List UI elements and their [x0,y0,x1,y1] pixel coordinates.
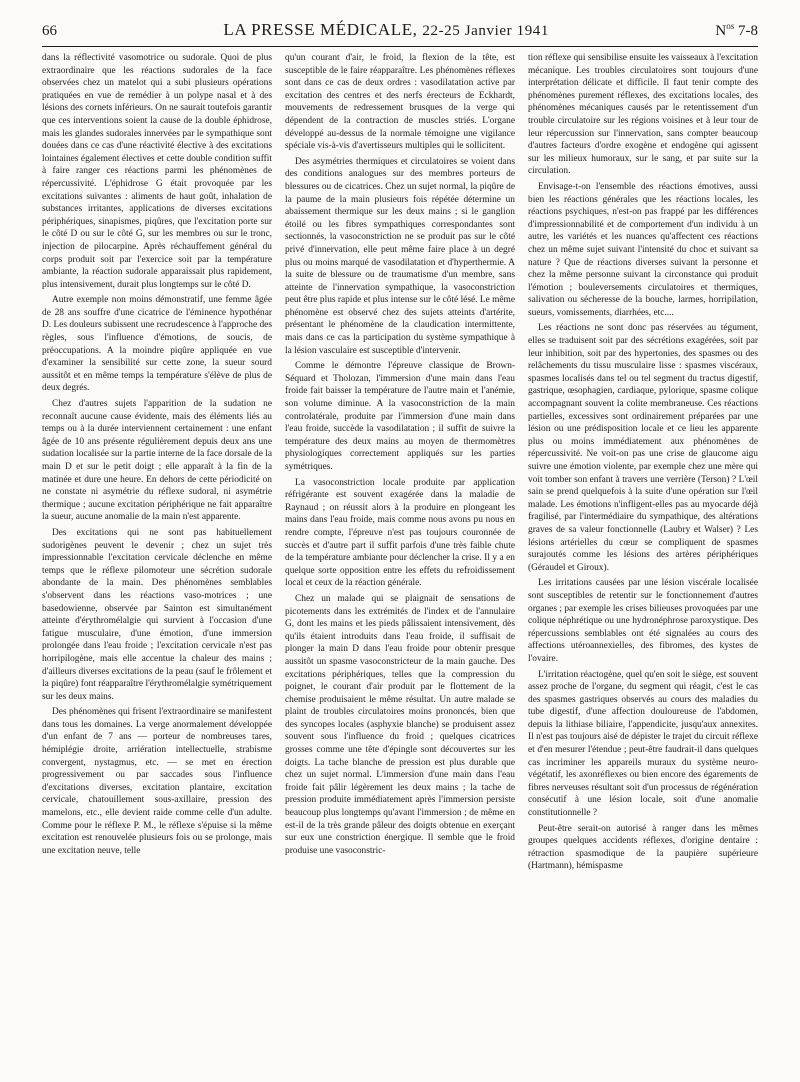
text-columns [42,52,758,1074]
paragraph: L'irritation réactogène, quel qu'en soit le siège, est souvent assez proche de l'organe, du segment qui réagit, c'est le cas des spasmes gastriques observés au cours des maladies du tube digestif, d'une affection douloureuse de l'abdomen, depuis la lithiase biliaire, l'appendicite, jusqu'aux annexites. Il n'est pas toujours aisé de dépister le trajet du circuit réflexe et d'en mesurer l'étendue ; peut-être faudrait-il dans quelques cas incriminer les appareils muraux du système neuro-végétatif, les axonréflexes ou bien encore des égarements de fibres nerveuses résultant soit d'un processus de régénération consécutif à une lésion locale, soit d'une anomalie constitutionnelle ? [528,669,758,819]
issue-suffix: os [726,21,735,31]
issue-prefix: N [715,23,727,39]
paragraph: Chez d'autres sujets l'apparition de la sudation ne reconnaît aucune cause évidente, mais des éléments liés au temps ou à la durée interviennent certainement : une enfant âgée de 10 ans présente régulièrement depuis deux ans une sudation localisée sur la partie interne de la face dorsale de la main D et sur le petit doigt ; elle apparaît à la fin de la matinée et dure une heure. En dehors de cette périodicité on ne constate ni asymétrie du réflexe sudoral, ni asymétrie thermique ; aucune excitation périphérique ne fait apparaître la sueur, aucune anomalie de la main n'est apparente. [42,399,272,523]
paragraph: qu'un courant d'air, le froid, la flexion de la tête, est susceptible de le faire réapparaître. Les phénomènes réflexes sont dans ce cas de deux ordres : vasodilatation active par excitation des centres et des nerfs érecteurs de Eckhardt, mouvements de redressement brusques de la verge qui dépendent de la contraction de muscles striés. L'organe développé au-dessus de la normale témoigne une vigilance spéciale vis-à-vis d'avertisseurs multiples qui le sollicitent. [285,53,515,152]
paragraph: Comme le démontre l'épreuve classique de Brown-Séquard et Tholozan, l'immersion d'une main dans l'eau froide fait baisser la température de l'autre main et l'anémie, son volume diminue. A la vasoconstriction de la main controlatérale, produite par l'immersion d'une main dans l'eau froide, succède la vasodilatation ; il suffit de suivre la température des deux mains au moyen de thermomètres physiologiques correctement appliqués sur les parties symétriques. [285,361,515,472]
paragraph: Peut-être serait-on autorisé à ranger dans les mêmes groupes quelques accidents réflexes, d'origine dentaire : rétraction spasmodique de la paupière supérieure (Hartmann), hémispasme [528,823,758,872]
issue-date: 22-25 Janvier 1941 [422,23,550,39]
header-rule [42,46,758,47]
paragraph: Les irritations causées par une lésion viscérale localisée sont susceptibles de retentir sur le fonctionnement d'autres organes ; par exemple les crises bilieuses provoquées par une colique néphrétique ou une hydronéphrose paroxystique. Des répercussions semblables ont été signalées au cours des affections utéroannexielles, des fibromes, des kystes de l'ovaire. [528,578,758,664]
paragraph: La vasoconstriction locale produite par application réfrigérante est souvent exagérée dans la maladie de Raynaud ; on réussit alors à la produire en plongeant les mains dans l'eau froide, mais comme nous avons pu nous en rendre compte, l'épreuve n'est pas toujours couronnée de succès et d'autre part il suffit parfois d'une très faible chute de la température ambiante pour déclencher la crise. Il y a en quelque sorte opposition entre les effets du refroidissement local et ceux de la réaction générale. [285,477,515,589]
page-header [42,20,758,42]
paragraph: tion réflexe qui sensibilise ensuite les vaisseaux à l'excitation mécanique. Les troubles circulatoires sont toujours d'une interprétation délicate et difficile. Il faut tenir compte des phénomènes purement réflexes, des excitations locales, des phénomènes mécaniques causés par le retentissement d'un trouble circulatoire sur les régions voisines et à leur tour de leur répercussion sur l'innervation, sans compter beaucoup d'autres facteurs d'ordre exogène et endogène qui agissent sur les milieux humoraux, sur le sang, et par suite sur la circulation. [528,53,758,177]
paragraph: Chez un malade qui se plaignait de sensations de picotements dans les extrémités de l'index et de l'annulaire G, dont les mains et les pieds pâlissaient intensivement, dès qu'ils étaient introduits dans l'eau froide, il suffisait de plonger la main D dans l'eau froide pour obtenir presque aussitôt un spasme vasoconstricteur de la main gauche. Des excitations périphériques, telles que la compression du poignet, le courant d'air produit par le flottement de la chemise produisaient le même résultat. Un autre malade se plaint de troubles circulatoires moins prononcés, bien que des syncopes locales (asphyxie blanche) se produisent assez souvent sous l'influence du froid ; quelques cicatrices grosses comme une tête d'épingle sont découvertes sur les doigts. La tache blanche de pression est plus durable que chez un sujet normal. L'immersion d'une main dans l'eau froide fait pâlir légèrement les deux mains ; la tache de pression produite immédiatement après l'immersion persiste beaucoup plus longtemps qu'avant l'immersion ; de même en est-il de la très grande pâleur des doigts obtenue en exerçant sur eux une constriction énergique. Il semble que le froid produise une vasoconstric- [285,593,515,856]
page-number: 66 [42,23,57,39]
paragraph: dans la réflectivité vasomotrice ou sudorale. Quoi de plus extraordinaire que les réactions sudorales de la face observées chez un matelot qui a subi plusieurs opérations pratiquées en vue de remédier à un polype nasal et à des lésions des cornets inférieurs. On ne saurait toutefois garantir que ces interventions soient la cause de la double éphidrose, mais les glandes sudorales innervées par le sympathique sont douées dans ce cas d'une réactivité élective à des excitations lointaines également électives et cette double condition suffit à faire ranger ces réactions parmi les phénomènes de répercussivité. L'éphidrose G était provoquée par les excitations suivantes : aliments de haut goût, inhalation de substances irritantes, applications de diverses excitations périphériques, sinapismes, piqûres, que l'excitation porte sur le côté D ou sur le côté G, sur les membres ou sur le tronc, injection de pilocarpine. Après réchauffement général du corps produit soit par l'exercice soit par la température ambiante, la réaction sudorale apparaissait plus rapidement, plus intensivement, durait plus longtemps sur le côté D. [42,53,272,290]
column-3 [528,52,758,1074]
paragraph: Envisage-t-on l'ensemble des réactions émotives, aussi bien les réactions générales que les réactions locales, les réactions psychiques, n'est-on pas frappé par les différences d'impressionnabilité et de comportement d'un individu à un autre, les variétés et les nuances qu'affectent ces réactions chez un même sujet suivant l'intensité du choc et suivant sa nature ? Que de réactions diverses suivant la personne et chez la même personne suivant la circonstance qui produit l'émotion ; bouleversements circulatoires et thermiques, salivation ou sécheresse de la bouche, larmes, horripilation, sueurs, vomissements, diarrhées, etc.... [528,181,758,318]
paragraph: Des phénomènes qui frisent l'extraordinaire se manifestent dans tous les domaines. La verge anormalement développée d'un enfant de 7 ans — porteur de nombreuses tares, hémiplégie droite, arriération intellectuelle, strabisme convergent, nystagmus, etc. — se met en érection progressivement ou par saccades sous l'influence d'excitations diverses, excitation plantaire, excitation cervicale, chatouillement sous-axillaire, pression des mamelons, etc., elle devient raide comme celle d'un adulte. Comme pour le réflexe P. M., le réflexe s'épuise si la même excitation est renouvelée plusieurs fois ou se prolonge, mais une excitation neuve, telle [42,707,272,856]
paragraph: Autre exemple non moins démonstratif, une femme âgée de 28 ans souffre d'une cicatrice de l'éminence hypothénar D. Les douleurs subissent une recrudescence à l'approche des règles, sous l'influence d'émotions, de soucis, de préoccupations. A la moindre piqûre appliquée en vue d'examiner la sensibilité sur cette zone, la sueur sourd aussitôt et en même temps la température s'élève de plus de deux degrés. [42,295,272,394]
issue-number: 7-8 [737,23,758,39]
paragraph: Des excitations qui ne sont pas habituellement sudorigènes peuvent le devenir ; chez un sujet très impressionnable l'excitation cervicale déclenche en même temps que le réflexe pilomoteur une sécrétion sudorale abondante de la main. Des phénomènes semblables s'observent dans les réactions vaso-motrices ; une basedowienne, observée par Sainton est simultanément atteinte d'érythromélalgie qui survient à l'occasion d'une fatigue musculaire, d'une émotion, d'une immersion prolongée dans l'eau froide ; l'excitation cervicale n'est pas horripilogène, mais elle accentue la chaleur des mains ; d'ailleurs diverses excitations de la peau (sauf le frôlement et la piqûre) font réapparaître l'érythromélalgie symétriquement sur les deux mains. [42,527,272,702]
paragraph: Des asymétries thermiques et circulatoires se voient dans des conditions analogues sur des membres porteurs de blessures ou de cicatrices. Chez un sujet normal, la piqûre de la paume de la main plusieurs fois répétée détermine un abaissement thermique sur les deux mains ; si le ganglion étoilé ou les fibres sympathiques correspondantes sont sectionnés, la vasoconstriction ne se produit pas sur le côté privé d'innervation, elle peut même faire place à un degré plus ou moins marqué de vasodilatation et d'hyperthermie. A la suite de blessure ou de traumatisme d'un membre, sans atteinte de l'innervation sympathique, la vasoconstriction peut être plus rapide et plus intense sur le côté lésé. Le même phénomène est observé chez des sujets atteints d'artérite, présentant le phénomène de la claudication intermittente, mais dans ce cas la participation du système sympathique à la lésion vasculaire est susceptible d'intervenir. [285,156,515,356]
journal-title: LA PRESSE MÉDICALE, [223,20,418,39]
paragraph: Les réactions ne sont donc pas réservées au tégument, elles se traduisent soit par des sécrétions exagérées, soit par leur inhibition, soit par des hypertonies, des spasmes ou des relâchements du tissu musculaire lisse : spasmes viscéraux, spasmes localisés dans tel ou tel segment du tractus digestif, gastrique, œsophagien, cardiaque, pylorique, spasme colique accompagnant souvent la colite membraneuse. Ces réactions partielles, excessives sont ordinairement préparées par une lésion ou une prédisposition locale et ce lieu les apparente plus ou moins immédiatement aux phénomènes de répercussivité. Ne voit-on pas une crise de glaucome aigu suivre une émotion violente, par exemple chez une mère qui voit tomber son enfant à travers une verrière (Terson) ? L'œil sain se prend quelquefois à la suite d'une opération sur l'œil malade. Les émotions n'infligent-elles pas au myocarde déjà fragilisé, par l'intermédiaire du sympathique, des altérations graves de sa valeur fonctionnelle (Laubry et Walser) ? Les lésions artérielles du cœur se compliquent de spasmes surajoutés comme les lésions des artères périphériques (Géraudel et Giroux). [528,323,758,573]
issue-number-label [715,21,758,40]
journal-masthead [223,20,549,40]
column-1 [42,52,272,1074]
column-2 [285,52,515,1074]
